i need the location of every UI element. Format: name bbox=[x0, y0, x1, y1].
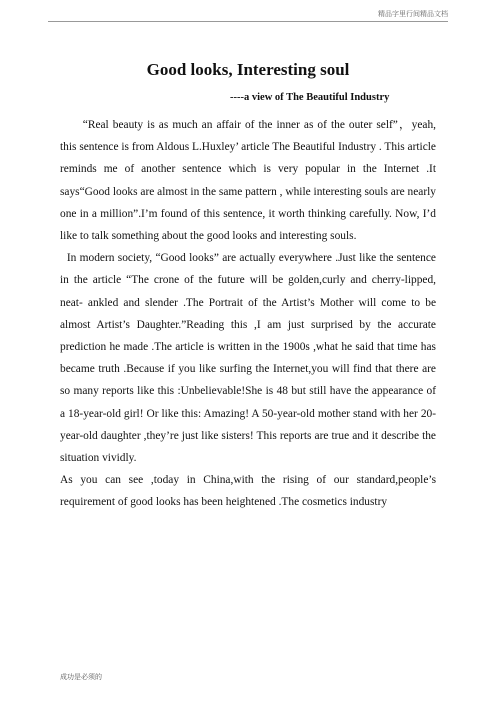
paragraph-3: As you can see ,today in China,with the rising of our standard,people’s requirement of good looks has been heightened .The cosmetics industry bbox=[60, 474, 436, 509]
page-subtitle: ----a view of The Beautiful Industry bbox=[230, 92, 390, 103]
paragraph-2: In modern society, “Good looks” are actually everywhere .Just like the sentence in the article “The crone of the future will be golden,curly and cherry-lipped, neat- ankled and slender .The Portrait of the Artist’s Mother will come to be almost Artist’s Daughter.”Reading this ,I am just surprised by the accurate prediction he made .The article is written in the 1900s ,what he said that time has became truth .Because if you like surfing the Internet,you will find that there are so many reports like this :Unbelievable!She is 48 but still have the appearance of a 18-year-old girl! Or like this: Amazing! A 50-year-old mother stand with her 20-year-old daughter ,they’re just like sisters! This reports are true and it describe the situation vividly. bbox=[60, 252, 436, 465]
footer-note: 成功是必须的 bbox=[60, 673, 102, 681]
header-divider bbox=[48, 21, 448, 22]
page-title: Good looks, Interesting soul bbox=[146, 60, 350, 79]
header-note: 精品字里行间精品文档 bbox=[378, 10, 448, 18]
paragraph-1: “Real beauty is as much an affair of the inner as of the outer self”，yeah, this sentence is from Aldous L.Huxley’ article The Beautiful Industry . This article reminds me of another sentence which is very popular in the Internet .It says“Good looks are almost in the same pattern , while interesting souls are nearly one in a million”.I’m found of this sentence, it worth thinking carefully. Now, I’d like to talk something about the good looks and interesting souls. bbox=[60, 119, 436, 243]
document-body bbox=[60, 114, 436, 514]
